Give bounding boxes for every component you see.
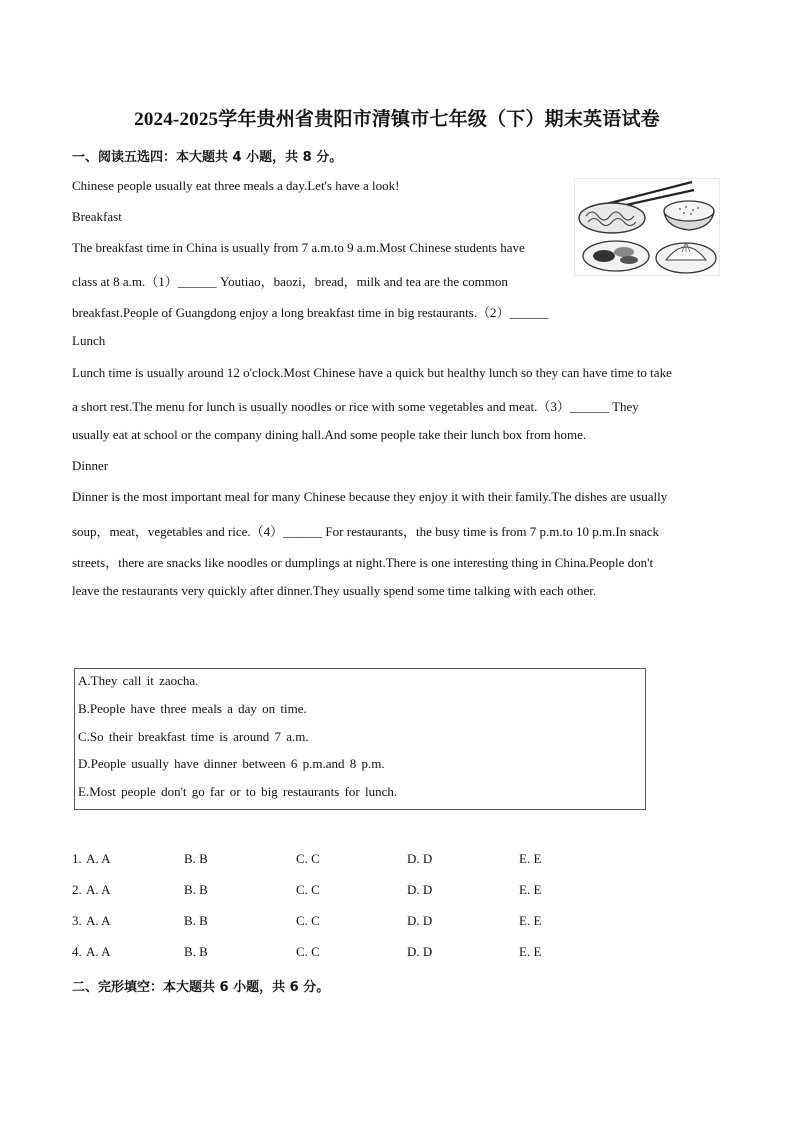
choice-a[interactable]: A. A bbox=[86, 851, 111, 866]
option-e: E.Most people don't go far or to big restaurants for lunch. bbox=[78, 784, 398, 799]
choice-c[interactable]: C. C bbox=[296, 882, 320, 897]
choice-e[interactable]: E. E bbox=[519, 944, 542, 959]
choice-d[interactable]: D. D bbox=[407, 913, 433, 928]
question-number: 3. bbox=[72, 913, 82, 928]
choice-b[interactable]: B. B bbox=[184, 882, 208, 897]
choice-a[interactable]: A. A bbox=[86, 913, 111, 928]
passage-line: usually eat at school or the company dining hall.And some people take their lunch box from home. bbox=[72, 427, 587, 442]
passage-line: breakfast.People of Guangdong enjoy a long breakfast time in big restaurants.（2）______ bbox=[72, 305, 549, 320]
choice-e[interactable]: E. E bbox=[519, 913, 542, 928]
choice-c[interactable]: C. C bbox=[296, 913, 320, 928]
options-box bbox=[74, 668, 646, 810]
question-row-1 bbox=[72, 851, 632, 869]
option-b: B.People have three meals a day on time. bbox=[78, 701, 307, 716]
passage-line: The breakfast time in China is usually from 7 a.m.to 9 a.m.Most Chinese students have bbox=[72, 240, 525, 255]
passage-line: a short rest.The menu for lunch is usually noodles or rice with some vegetables and meat.（3）______ They bbox=[72, 399, 639, 414]
choice-a[interactable]: A. A bbox=[86, 882, 111, 897]
chinese-food-illustration bbox=[574, 178, 720, 276]
choice-e[interactable]: E. E bbox=[519, 882, 542, 897]
choice-c[interactable]: C. C bbox=[296, 944, 320, 959]
heading-dinner: Dinner bbox=[72, 458, 109, 473]
question-number: 1. bbox=[72, 851, 82, 866]
choice-d[interactable]: D. D bbox=[407, 944, 433, 959]
question-row-4 bbox=[72, 944, 632, 962]
passage-line: streets，there are snacks like noodles or dumplings at night.There is one interesting thing in China.People don't bbox=[72, 555, 654, 570]
heading-lunch: Lunch bbox=[72, 333, 106, 348]
heading-breakfast: Breakfast bbox=[72, 209, 122, 224]
choice-b[interactable]: B. B bbox=[184, 944, 208, 959]
passage-line-intro: Chinese people usually eat three meals a day.Let's have a look! bbox=[72, 178, 400, 193]
question-number: 2. bbox=[72, 882, 82, 897]
passage-line: soup，meat，vegetables and rice.（4）______ For restaurants，the busy time is from 7 p.m.to 10 p.m.In snack bbox=[72, 524, 660, 539]
option-a: A.They call it zaocha. bbox=[78, 673, 199, 688]
exam-title: 2024-2025学年贵州省贵阳市清镇市七年级（下）期末英语试卷 bbox=[134, 109, 660, 130]
question-row-2 bbox=[72, 882, 632, 900]
question-number: 4. bbox=[72, 944, 82, 959]
choice-d[interactable]: D. D bbox=[407, 851, 433, 866]
option-d: D.People usually have dinner between 6 p.m.and 8 p.m. bbox=[78, 756, 385, 771]
choice-b[interactable]: B. B bbox=[184, 851, 208, 866]
passage-line: Lunch time is usually around 12 o'clock.Most Chinese have a quick but healthy lunch so they can have time to take bbox=[72, 365, 672, 380]
option-c: C.So their breakfast time is around 7 a.m. bbox=[78, 729, 309, 744]
passage-line: Dinner is the most important meal for many Chinese because they enjoy it with their family.The dishes are usually bbox=[72, 489, 668, 504]
choice-d[interactable]: D. D bbox=[407, 882, 433, 897]
section-2-heading: 二、完形填空：本大题共 6 小题，共 6 分。 bbox=[72, 980, 330, 995]
question-row-3 bbox=[72, 913, 632, 931]
choice-c[interactable]: C. C bbox=[296, 851, 320, 866]
passage-line: class at 8 a.m.（1）______ Youtiao，baozi，bread，milk and tea are the common bbox=[72, 274, 508, 289]
section-1-heading: 一、阅读五选四：本大题共 4 小题，共 8 分。 bbox=[72, 150, 343, 165]
choice-a[interactable]: A. A bbox=[86, 944, 111, 959]
choice-b[interactable]: B. B bbox=[184, 913, 208, 928]
choice-e[interactable]: E. E bbox=[519, 851, 542, 866]
passage-line: leave the restaurants very quickly after dinner.They usually spend some time talking with each other. bbox=[72, 583, 597, 598]
